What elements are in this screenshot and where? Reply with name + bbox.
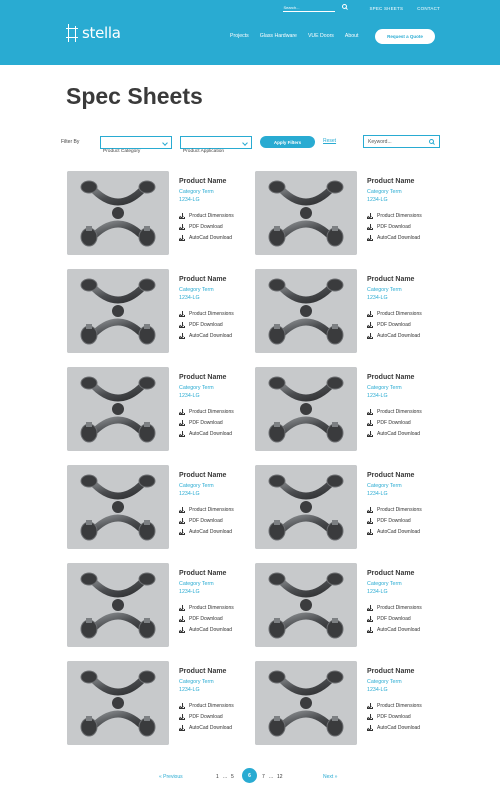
product-thumbnail[interactable] xyxy=(255,465,357,549)
product-code[interactable]: 1234-LG xyxy=(367,687,388,693)
product-info xyxy=(179,471,249,537)
download-list xyxy=(179,308,249,341)
download-icon xyxy=(367,507,373,513)
spider-fitting-image xyxy=(67,367,169,451)
product-category[interactable]: Category Term xyxy=(179,189,214,195)
download-icon xyxy=(367,322,373,328)
product-thumbnail[interactable] xyxy=(67,269,169,353)
product-code[interactable]: 1234-LG xyxy=(367,393,388,399)
previous-page-link[interactable]: « Previous xyxy=(159,774,183,780)
product-card xyxy=(67,269,247,353)
download-link-label: PDF Download xyxy=(189,517,223,524)
download-link-label: AutoCad Download xyxy=(189,430,233,437)
download-icon xyxy=(179,213,185,219)
download-link[interactable] xyxy=(367,319,437,330)
download-icon xyxy=(179,409,185,415)
download-icon xyxy=(367,224,373,230)
download-link-label: PDF Download xyxy=(189,419,223,426)
product-thumbnail[interactable] xyxy=(67,661,169,745)
page-link-1[interactable]: 1 xyxy=(216,774,219,780)
download-link[interactable] xyxy=(179,330,249,341)
product-info xyxy=(367,177,437,243)
download-link-label: AutoCad Download xyxy=(189,528,233,535)
download-link[interactable] xyxy=(367,624,437,635)
utility-bar xyxy=(283,4,440,12)
download-icon xyxy=(179,311,185,317)
spider-fitting-image xyxy=(255,269,357,353)
download-icon xyxy=(367,518,373,524)
product-card xyxy=(255,465,435,549)
apply-filters-button[interactable]: Apply Filters xyxy=(260,136,315,148)
download-link[interactable] xyxy=(367,428,437,439)
product-name[interactable]: Product Name xyxy=(367,178,415,185)
product-code[interactable]: 1234-LG xyxy=(179,197,200,203)
download-icon xyxy=(179,431,185,437)
pagination xyxy=(0,768,500,784)
product-thumbnail[interactable] xyxy=(67,563,169,647)
product-category[interactable]: Category Term xyxy=(367,385,402,391)
download-link[interactable] xyxy=(179,417,249,428)
download-link[interactable] xyxy=(179,624,249,635)
main-nav xyxy=(230,33,358,39)
download-icon xyxy=(179,627,185,633)
download-icon xyxy=(367,714,373,720)
download-icon xyxy=(367,213,373,219)
product-category[interactable]: Category Term xyxy=(367,679,402,685)
page-link-12[interactable]: 12 xyxy=(277,774,283,780)
search-icon[interactable] xyxy=(429,139,434,144)
product-name[interactable]: Product Name xyxy=(367,276,415,283)
download-link-label: AutoCad Download xyxy=(189,724,233,731)
download-link[interactable] xyxy=(179,515,249,526)
download-icon xyxy=(179,333,185,339)
download-list xyxy=(179,406,249,439)
page-link-5[interactable]: 5 xyxy=(231,774,234,780)
top-link-spec-sheets[interactable]: SPEC SHEETS xyxy=(369,5,404,11)
product-info xyxy=(367,373,437,439)
download-link-label: PDF Download xyxy=(377,615,411,622)
download-link-label: AutoCad Download xyxy=(189,626,233,633)
download-link[interactable] xyxy=(179,232,249,243)
keyword-search-input[interactable] xyxy=(363,135,440,148)
download-icon xyxy=(179,518,185,524)
download-link-label: AutoCad Download xyxy=(377,234,421,241)
download-icon xyxy=(179,235,185,241)
download-link[interactable] xyxy=(367,417,437,428)
download-link[interactable] xyxy=(179,210,249,221)
download-link-label: AutoCad Download xyxy=(189,234,233,241)
product-category[interactable]: Category Term xyxy=(367,189,402,195)
download-link-label: Product Dimensions xyxy=(377,408,422,415)
product-code[interactable]: 1234-LG xyxy=(179,589,200,595)
download-link[interactable] xyxy=(367,221,437,232)
download-link[interactable] xyxy=(367,504,437,515)
product-category[interactable]: Category Term xyxy=(367,483,402,489)
chevron-down-icon xyxy=(242,140,248,146)
product-info xyxy=(179,373,249,439)
download-link[interactable] xyxy=(179,308,249,319)
spider-fitting-image xyxy=(255,171,357,255)
download-link-label: PDF Download xyxy=(377,517,411,524)
product-card xyxy=(67,563,247,647)
download-link-label: AutoCad Download xyxy=(377,430,421,437)
spider-fitting-image xyxy=(255,563,357,647)
download-icon xyxy=(367,235,373,241)
download-icon xyxy=(367,409,373,415)
request-quote-button[interactable]: Request a Quote xyxy=(375,29,435,44)
download-icon xyxy=(179,725,185,731)
download-link-label: AutoCad Download xyxy=(377,528,421,535)
download-icon xyxy=(179,616,185,622)
product-card xyxy=(67,171,247,255)
download-link-label: Product Dimensions xyxy=(189,506,234,513)
logo-mark-icon xyxy=(66,24,78,42)
download-icon xyxy=(179,529,185,535)
download-icon xyxy=(179,714,185,720)
download-link-label: Product Dimensions xyxy=(377,310,422,317)
product-name[interactable]: Product Name xyxy=(179,178,227,185)
product-category-value: Product Category xyxy=(103,149,141,154)
download-link-label: Product Dimensions xyxy=(189,310,234,317)
page-link-current[interactable]: 6 xyxy=(242,768,257,783)
download-link-label: Product Dimensions xyxy=(377,702,422,709)
download-link[interactable] xyxy=(367,526,437,537)
product-thumbnail[interactable] xyxy=(67,367,169,451)
product-code[interactable]: 1234-LG xyxy=(367,197,388,203)
product-card xyxy=(67,367,247,451)
download-icon xyxy=(367,529,373,535)
product-name[interactable]: Product Name xyxy=(367,570,415,577)
download-link[interactable] xyxy=(367,700,437,711)
product-card xyxy=(255,563,435,647)
download-link[interactable] xyxy=(179,221,249,232)
spider-fitting-image xyxy=(255,465,357,549)
download-icon xyxy=(179,507,185,513)
download-list xyxy=(367,406,437,439)
spider-fitting-image xyxy=(255,661,357,745)
download-link[interactable] xyxy=(179,602,249,613)
download-link-label: Product Dimensions xyxy=(377,604,422,611)
product-code[interactable]: 1234-LG xyxy=(179,393,200,399)
download-link-label: Product Dimensions xyxy=(377,212,422,219)
logo-text: stella xyxy=(82,24,121,42)
download-link-label: PDF Download xyxy=(189,223,223,230)
download-link-label: PDF Download xyxy=(189,615,223,622)
next-page-link[interactable]: Next » xyxy=(323,774,338,780)
download-link-label: PDF Download xyxy=(189,713,223,720)
download-list xyxy=(367,602,437,635)
product-info xyxy=(179,275,249,341)
download-link-label: AutoCad Download xyxy=(377,332,421,339)
site-header xyxy=(0,0,500,65)
download-link-label: AutoCad Download xyxy=(377,626,421,633)
nav-item-projects[interactable]: Projects xyxy=(230,33,249,39)
download-link-label: Product Dimensions xyxy=(377,506,422,513)
download-link[interactable] xyxy=(179,504,249,515)
page-title: Spec Sheets xyxy=(66,83,203,109)
product-thumbnail[interactable] xyxy=(67,465,169,549)
product-category[interactable]: Category Term xyxy=(179,483,214,489)
product-category[interactable]: Category Term xyxy=(179,581,214,587)
download-icon xyxy=(367,725,373,731)
download-link[interactable] xyxy=(179,613,249,624)
download-link[interactable] xyxy=(367,711,437,722)
product-info xyxy=(367,471,437,537)
download-icon xyxy=(367,311,373,317)
reset-link[interactable]: Reset xyxy=(323,138,337,144)
download-link-label: PDF Download xyxy=(189,321,223,328)
product-code[interactable]: 1234-LG xyxy=(179,491,200,497)
download-link-label: PDF Download xyxy=(377,223,411,230)
download-icon xyxy=(367,605,373,611)
product-name[interactable]: Product Name xyxy=(179,276,227,283)
top-link-contact[interactable]: CONTACT xyxy=(417,5,440,11)
download-list xyxy=(367,504,437,537)
download-list xyxy=(179,602,249,635)
nav-item-glass-hardware[interactable]: Glass Hardware xyxy=(259,33,297,39)
product-card xyxy=(255,367,435,451)
product-category[interactable]: Category Term xyxy=(179,385,214,391)
download-icon xyxy=(367,431,373,437)
download-icon xyxy=(179,703,185,709)
download-link-label: PDF Download xyxy=(377,321,411,328)
download-link[interactable] xyxy=(367,613,437,624)
download-link[interactable] xyxy=(367,210,437,221)
product-application-value: Product Application xyxy=(183,149,225,154)
download-icon xyxy=(367,627,373,633)
download-icon xyxy=(179,322,185,328)
download-list xyxy=(367,700,437,733)
download-link[interactable] xyxy=(367,722,437,733)
product-card xyxy=(67,465,247,549)
download-link-label: Product Dimensions xyxy=(189,604,234,611)
pagination-ellipsis: ... xyxy=(223,774,228,780)
header-search-input[interactable] xyxy=(283,4,335,12)
page-link-7[interactable]: 7 xyxy=(262,774,265,780)
product-code[interactable]: 1234-LG xyxy=(179,687,200,693)
product-card xyxy=(67,661,247,745)
product-category[interactable]: Category Term xyxy=(179,287,214,293)
download-link-label: Product Dimensions xyxy=(189,212,234,219)
product-thumbnail[interactable] xyxy=(67,171,169,255)
download-link-label: AutoCad Download xyxy=(377,724,421,731)
download-link[interactable] xyxy=(367,330,437,341)
download-link[interactable] xyxy=(179,700,249,711)
product-name[interactable]: Product Name xyxy=(179,374,227,381)
product-name[interactable]: Product Name xyxy=(367,668,415,675)
header-search-placeholder: Search... xyxy=(283,5,300,10)
product-code[interactable]: 1234-LG xyxy=(367,589,388,595)
product-category-select[interactable] xyxy=(100,136,172,154)
download-link[interactable] xyxy=(367,515,437,526)
search-icon[interactable] xyxy=(342,4,347,9)
spider-fitting-image xyxy=(255,367,357,451)
spider-fitting-image xyxy=(67,269,169,353)
chevron-down-icon xyxy=(162,140,168,146)
download-icon xyxy=(179,605,185,611)
download-link[interactable] xyxy=(179,319,249,330)
spider-fitting-image xyxy=(67,563,169,647)
download-icon xyxy=(367,333,373,339)
product-card xyxy=(255,661,435,745)
product-card xyxy=(255,269,435,353)
product-name[interactable]: Product Name xyxy=(367,472,415,479)
download-list xyxy=(179,700,249,733)
download-link-label: AutoCad Download xyxy=(189,332,233,339)
filter-label: Filter By xyxy=(61,139,80,145)
product-application-select[interactable] xyxy=(180,136,252,154)
product-name[interactable]: Product Name xyxy=(367,374,415,381)
product-thumbnail[interactable] xyxy=(255,367,357,451)
download-link[interactable] xyxy=(367,232,437,243)
download-list xyxy=(367,210,437,243)
download-link[interactable] xyxy=(179,406,249,417)
product-info xyxy=(179,177,249,243)
download-link[interactable] xyxy=(179,722,249,733)
product-card xyxy=(255,171,435,255)
product-info xyxy=(179,569,249,635)
logo[interactable] xyxy=(66,24,121,42)
product-name[interactable]: Product Name xyxy=(179,570,227,577)
product-name[interactable]: Product Name xyxy=(179,472,227,479)
download-list xyxy=(179,504,249,537)
download-link[interactable] xyxy=(179,526,249,537)
product-thumbnail[interactable] xyxy=(255,563,357,647)
product-info xyxy=(179,667,249,733)
download-list xyxy=(179,210,249,243)
product-category[interactable]: Category Term xyxy=(367,287,402,293)
download-icon xyxy=(367,703,373,709)
download-link-label: PDF Download xyxy=(377,419,411,426)
download-link-label: Product Dimensions xyxy=(189,702,234,709)
download-icon xyxy=(179,420,185,426)
download-icon xyxy=(367,420,373,426)
download-link[interactable] xyxy=(367,308,437,319)
product-category[interactable]: Category Term xyxy=(179,679,214,685)
spider-fitting-image xyxy=(67,465,169,549)
pagination-ellipsis: ... xyxy=(269,774,274,780)
keyword-placeholder: Keyword... xyxy=(368,139,392,145)
download-icon xyxy=(179,224,185,230)
download-list xyxy=(367,308,437,341)
download-link[interactable] xyxy=(367,602,437,613)
product-info xyxy=(367,667,437,733)
nav-item-about[interactable]: About xyxy=(344,33,359,39)
download-link[interactable] xyxy=(367,406,437,417)
download-link-label: PDF Download xyxy=(377,713,411,720)
product-code[interactable]: 1234-LG xyxy=(367,491,388,497)
download-link[interactable] xyxy=(179,428,249,439)
product-info xyxy=(367,275,437,341)
spider-fitting-image xyxy=(67,171,169,255)
product-category[interactable]: Category Term xyxy=(367,581,402,587)
spider-fitting-image xyxy=(67,661,169,745)
download-link-label: Product Dimensions xyxy=(189,408,234,415)
download-link[interactable] xyxy=(179,711,249,722)
product-code[interactable]: 1234-LG xyxy=(179,295,200,301)
product-info xyxy=(367,569,437,635)
product-thumbnail[interactable] xyxy=(255,269,357,353)
product-thumbnail[interactable] xyxy=(255,661,357,745)
product-thumbnail[interactable] xyxy=(255,171,357,255)
nav-item-vue-doors[interactable]: VUE Doors xyxy=(307,33,334,39)
download-icon xyxy=(367,616,373,622)
product-name[interactable]: Product Name xyxy=(179,668,227,675)
product-code[interactable]: 1234-LG xyxy=(367,295,388,301)
